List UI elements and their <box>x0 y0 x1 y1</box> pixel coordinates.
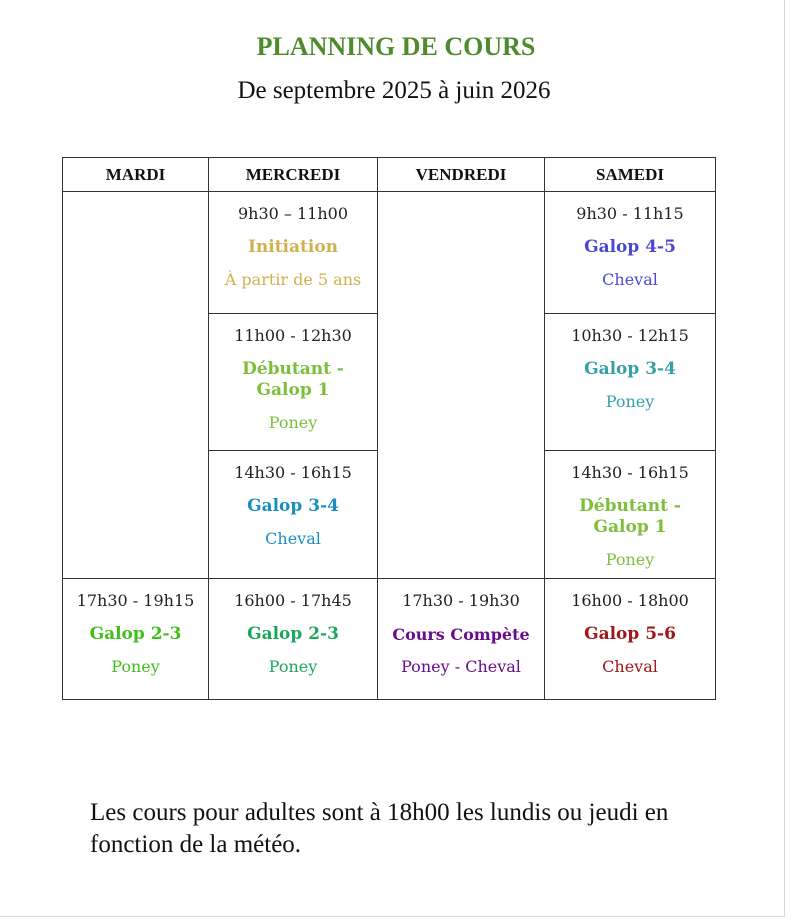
slot-subtitle: Poney <box>605 550 655 569</box>
samedi-slot-2 <box>545 314 716 451</box>
slot-time: 16h00 - 18h00 <box>571 591 689 610</box>
slot-time: 9h30 - 11h15 <box>576 204 684 223</box>
slot-time: 11h00 - 12h30 <box>234 326 352 345</box>
slot-time: 17h30 - 19h15 <box>76 591 195 610</box>
vendredi-empty-cell <box>378 192 545 579</box>
table-row <box>63 579 716 700</box>
slot-level: Galop 5-6 <box>584 624 676 644</box>
slot-time: 16h00 - 17h45 <box>234 591 352 610</box>
mercredi-slot-4 <box>209 579 378 700</box>
vendredi-slot-1 <box>378 579 545 700</box>
mardi-empty-cell <box>63 192 209 579</box>
adult-lessons-note: Les cours pour adultes sont à 18h00 les lundis ou jeudi en fonction de la météo. <box>90 799 669 858</box>
slot-subtitle: Poney - Cheval <box>401 657 521 676</box>
slot-level: Galop 3-4 <box>584 359 676 379</box>
table-row <box>63 192 716 314</box>
mercredi-slot-3 <box>209 451 378 579</box>
slot-level: Débutant - Galop 1 <box>242 359 344 400</box>
header-vendredi: VENDREDI <box>378 158 545 192</box>
slot-level: Galop 4-5 <box>584 237 676 257</box>
slot-level: Galop 2-3 <box>89 624 182 644</box>
header-mardi: MARDI <box>63 158 209 192</box>
slot-subtitle: Poney <box>268 657 318 676</box>
slot-subtitle: Cheval <box>265 529 321 548</box>
header-samedi: SAMEDI <box>545 158 716 192</box>
slot-subtitle: Poney <box>111 657 160 676</box>
page-title: PLANNING DE COURS <box>256 32 536 61</box>
mardi-slot-1 <box>63 579 209 700</box>
slot-time: 17h30 - 19h30 <box>402 591 520 610</box>
header-mercredi: MERCREDI <box>209 158 378 192</box>
slot-subtitle: Cheval <box>602 270 658 289</box>
slot-level: Initiation <box>247 237 339 257</box>
samedi-slot-3 <box>545 451 716 579</box>
slot-time: 14h30 - 16h15 <box>571 463 689 482</box>
samedi-slot-1 <box>545 192 716 314</box>
slot-time: 14h30 - 16h15 <box>234 463 352 482</box>
page-subtitle: De septembre 2025 à juin 2026 <box>237 77 551 104</box>
slot-subtitle: À partir de 5 ans <box>224 270 362 289</box>
slot-subtitle: Poney <box>605 392 655 411</box>
slot-level: Galop 3-4 <box>247 496 339 516</box>
slot-time: 9h30 – 11h00 <box>237 204 349 223</box>
slot-time: 10h30 - 12h15 <box>571 326 689 345</box>
header-row <box>63 158 716 192</box>
mercredi-slot-1 <box>209 192 378 314</box>
samedi-slot-4 <box>545 579 716 700</box>
slot-level: Cours Compète <box>392 625 530 644</box>
slot-level: Galop 2-3 <box>247 624 339 644</box>
slot-subtitle: Cheval <box>602 657 658 676</box>
slot-subtitle: Poney <box>268 413 318 432</box>
slot-level: Débutant - Galop 1 <box>579 496 681 537</box>
schedule-table <box>62 157 716 700</box>
mercredi-slot-2 <box>209 314 378 451</box>
